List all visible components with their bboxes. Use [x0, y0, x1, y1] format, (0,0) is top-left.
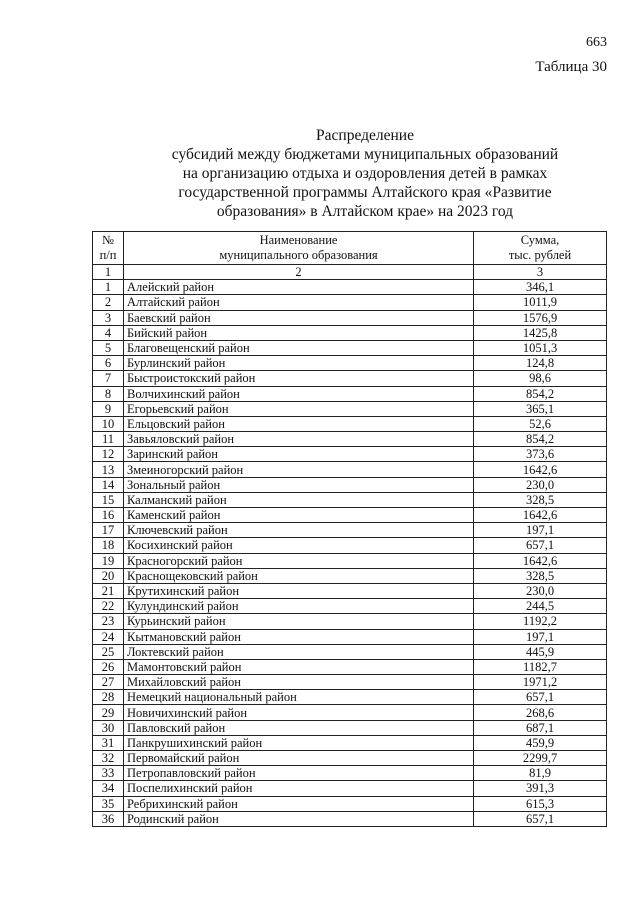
row-number: 35	[93, 796, 124, 811]
municipality-name: Ельцовский район	[124, 416, 474, 431]
municipality-name: Баевский район	[124, 310, 474, 325]
table-row	[93, 553, 607, 568]
subsidy-amount: 657,1	[474, 811, 607, 826]
subsidy-amount: 268,6	[474, 705, 607, 720]
municipality-name: Каменский район	[124, 508, 474, 523]
title-line: субсидий между бюджетами муниципальных образований	[171, 146, 559, 163]
title-line: на организацию отдыха и оздоровления детей в рамках	[182, 165, 548, 182]
municipality-name: Алейский район	[124, 280, 474, 295]
municipality-name: Благовещенский район	[124, 340, 474, 355]
table-row	[93, 659, 607, 674]
municipality-name: Локтевский район	[124, 644, 474, 659]
subsidy-amount: 244,5	[474, 599, 607, 614]
table-row	[93, 629, 607, 644]
table-row	[93, 371, 607, 386]
municipality-name: Калманский район	[124, 492, 474, 507]
row-number: 28	[93, 690, 124, 705]
subsidy-amount: 1425,8	[474, 325, 607, 340]
table-row	[93, 781, 607, 796]
row-number: 6	[93, 356, 124, 371]
subsidy-amount: 391,3	[474, 781, 607, 796]
row-number: 22	[93, 599, 124, 614]
subsidy-amount: 459,9	[474, 735, 607, 750]
municipality-name: Красногорский район	[124, 553, 474, 568]
subsidy-amount: 854,2	[474, 432, 607, 447]
column-index: 2	[124, 265, 474, 280]
row-number: 31	[93, 735, 124, 750]
document-title	[120, 126, 610, 221]
subsidy-amount: 1642,6	[474, 553, 607, 568]
title-line: государственной программы Алтайского края «Развитие	[178, 184, 552, 201]
municipality-name: Зональный район	[124, 477, 474, 492]
table-caption: Таблица 30	[535, 59, 607, 75]
municipality-name: Алтайский район	[124, 295, 474, 310]
header-name-line2: муниципального образования	[219, 248, 378, 262]
subsidy-amount: 346,1	[474, 280, 607, 295]
subsidy-amount: 52,6	[474, 416, 607, 431]
row-number: 11	[93, 432, 124, 447]
row-number: 19	[93, 553, 124, 568]
subsidy-amount: 197,1	[474, 629, 607, 644]
row-number: 7	[93, 371, 124, 386]
title-line: Распределение	[316, 127, 414, 144]
row-number: 8	[93, 386, 124, 401]
table-row	[93, 568, 607, 583]
municipality-name: Волчихинский район	[124, 386, 474, 401]
page-number: 663	[586, 35, 607, 50]
row-number: 20	[93, 568, 124, 583]
table-row	[93, 735, 607, 750]
municipality-name: Петропавловский район	[124, 766, 474, 781]
subsidy-amount: 1182,7	[474, 659, 607, 674]
municipality-name: Новичихинский район	[124, 705, 474, 720]
subsidy-amount: 1642,6	[474, 508, 607, 523]
municipality-name: Курьинский район	[124, 614, 474, 629]
subsidy-amount: 365,1	[474, 401, 607, 416]
row-number: 13	[93, 462, 124, 477]
row-number: 3	[93, 310, 124, 325]
municipality-name: Крутихинский район	[124, 583, 474, 598]
subsidy-amount: 657,1	[474, 538, 607, 553]
table-row	[93, 720, 607, 735]
table-row	[93, 583, 607, 598]
table-row	[93, 416, 607, 431]
header-sum-line1: Сумма,	[520, 233, 560, 247]
header-number	[93, 232, 124, 265]
municipality-name: Косихинский район	[124, 538, 474, 553]
subsidy-amount: 124,8	[474, 356, 607, 371]
municipality-name: Павловский район	[124, 720, 474, 735]
header-name	[124, 232, 474, 265]
subsidy-amount: 854,2	[474, 386, 607, 401]
row-number: 23	[93, 614, 124, 629]
row-number: 27	[93, 675, 124, 690]
row-number: 24	[93, 629, 124, 644]
municipality-name: Мамонтовский район	[124, 659, 474, 674]
table-row	[93, 751, 607, 766]
subsidy-amount: 1192,2	[474, 614, 607, 629]
table-row	[93, 280, 607, 295]
row-number: 14	[93, 477, 124, 492]
subsidy-amount: 230,0	[474, 477, 607, 492]
header-sum-line2: тыс. рублей	[508, 248, 572, 262]
row-number: 5	[93, 340, 124, 355]
row-number: 10	[93, 416, 124, 431]
row-number: 25	[93, 644, 124, 659]
municipality-name: Бурлинский район	[124, 356, 474, 371]
municipality-name: Кытмановский район	[124, 629, 474, 644]
subsidy-amount: 1576,9	[474, 310, 607, 325]
table-row	[93, 614, 607, 629]
row-number: 29	[93, 705, 124, 720]
subsidy-amount: 445,9	[474, 644, 607, 659]
table-row	[93, 705, 607, 720]
row-number: 9	[93, 401, 124, 416]
subsidy-amount: 1642,6	[474, 462, 607, 477]
table-row	[93, 492, 607, 507]
table-row	[93, 295, 607, 310]
header-number-line2: п/п	[99, 248, 117, 262]
header-name-line1: Наименование	[259, 233, 338, 247]
table-row	[93, 310, 607, 325]
municipality-name: Панкрушихинский район	[124, 735, 474, 750]
row-number: 4	[93, 325, 124, 340]
municipality-name: Змеиногорский район	[124, 462, 474, 477]
subsidy-amount: 230,0	[474, 583, 607, 598]
municipality-name: Быстроистокский район	[124, 371, 474, 386]
municipality-name: Краснощековский район	[124, 568, 474, 583]
subsidy-amount: 98,6	[474, 371, 607, 386]
municipality-name: Ключевский район	[124, 523, 474, 538]
table-row	[93, 356, 607, 371]
row-number: 18	[93, 538, 124, 553]
municipality-name: Кулундинский район	[124, 599, 474, 614]
row-number: 12	[93, 447, 124, 462]
table-row	[93, 811, 607, 826]
table-row	[93, 796, 607, 811]
table-row	[93, 538, 607, 553]
table-row	[93, 644, 607, 659]
table-row	[93, 508, 607, 523]
table-row	[93, 386, 607, 401]
subsidy-amount: 373,6	[474, 447, 607, 462]
subsidy-amount: 1971,2	[474, 675, 607, 690]
municipality-name: Заринский район	[124, 447, 474, 462]
table-row	[93, 432, 607, 447]
municipality-name: Егорьевский район	[124, 401, 474, 416]
table-row	[93, 690, 607, 705]
municipality-name: Родинский район	[124, 811, 474, 826]
row-number: 32	[93, 751, 124, 766]
table-row	[93, 325, 607, 340]
municipality-name: Михайловский район	[124, 675, 474, 690]
subsidy-amount: 1051,3	[474, 340, 607, 355]
subsidy-amount: 657,1	[474, 690, 607, 705]
row-number: 15	[93, 492, 124, 507]
table-row	[93, 477, 607, 492]
table-row	[93, 462, 607, 477]
subsidy-amount: 197,1	[474, 523, 607, 538]
title-line: образования» в Алтайском крае» на 2023 год	[216, 203, 514, 220]
header-number-line1: №	[102, 233, 114, 247]
subsidy-amount: 1011,9	[474, 295, 607, 310]
municipality-name: Завьяловский район	[124, 432, 474, 447]
subsidy-amount: 328,5	[474, 492, 607, 507]
row-number: 17	[93, 523, 124, 538]
subsidy-amount: 615,3	[474, 796, 607, 811]
row-number: 16	[93, 508, 124, 523]
table-row	[93, 675, 607, 690]
row-number: 33	[93, 766, 124, 781]
row-number: 30	[93, 720, 124, 735]
table-row	[93, 523, 607, 538]
municipality-name: Бийский район	[124, 325, 474, 340]
subsidies-table	[92, 231, 607, 827]
table-body	[93, 280, 607, 827]
column-index: 1	[93, 265, 124, 280]
municipality-name: Поспелихинский район	[124, 781, 474, 796]
municipality-name: Ребрихинский район	[124, 796, 474, 811]
table-row	[93, 766, 607, 781]
subsidy-amount: 328,5	[474, 568, 607, 583]
municipality-name: Первомайский район	[124, 751, 474, 766]
row-number: 26	[93, 659, 124, 674]
row-number: 34	[93, 781, 124, 796]
row-number: 21	[93, 583, 124, 598]
municipality-name: Немецкий национальный район	[124, 690, 474, 705]
row-number: 36	[93, 811, 124, 826]
table-row	[93, 599, 607, 614]
subsidy-amount: 81,9	[474, 766, 607, 781]
subsidy-amount: 687,1	[474, 720, 607, 735]
table-row	[93, 401, 607, 416]
row-number: 1	[93, 280, 124, 295]
column-index: 3	[474, 265, 607, 280]
row-number: 2	[93, 295, 124, 310]
header-sum	[474, 232, 607, 265]
table-header-row	[93, 232, 607, 265]
table-row	[93, 340, 607, 355]
subsidy-amount: 2299,7	[474, 751, 607, 766]
column-index-row	[93, 265, 607, 280]
table-row	[93, 447, 607, 462]
